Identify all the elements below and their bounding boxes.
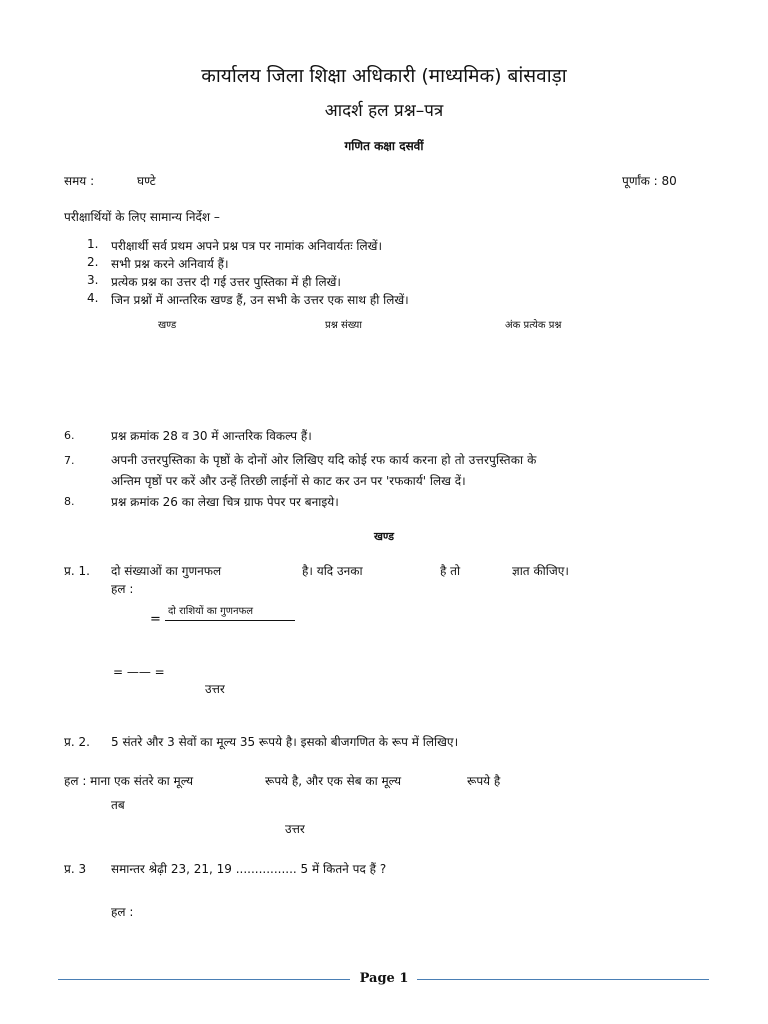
answer-label: उत्तर: [285, 822, 305, 836]
table-header-marks-each: अंक प्रत्येक प्रश्न: [505, 320, 562, 331]
instruction-text: प्रत्येक प्रश्न का उत्तर दी गई उत्तर पुस्तिका में ही लिखें।: [111, 275, 341, 289]
instruction-text: जिन प्रश्नों में आन्तरिक खण्ड हैं, उन सभी के उत्तर एक साथ ही लिखें।: [111, 293, 409, 307]
page-number: Page 1: [359, 971, 409, 986]
instruction-num: 8.: [64, 495, 75, 508]
paper-title: आदर्श हल प्रश्न–पत्र: [324, 101, 444, 121]
question-text: है तो: [440, 564, 461, 578]
solution-label: हल :: [111, 905, 134, 919]
time-label: समय :: [64, 174, 95, 188]
office-title: कार्यालय जिला शिक्षा अधिकारी (माध्यमिक) बांसवाड़ा: [201, 65, 567, 87]
solution-text: हल : माना एक संतरे का मूल्य: [64, 774, 194, 788]
question-number: प्र. 2.: [64, 735, 90, 749]
max-marks: पूर्णांक : 80: [622, 174, 677, 188]
instruction-num: 4.: [87, 291, 99, 305]
instruction-num: 3.: [87, 273, 99, 287]
table-header-section: खण्ड: [158, 320, 177, 331]
question-text: ज्ञात कीजिए।: [512, 564, 569, 578]
fraction-bar: [165, 620, 295, 621]
answer-label: उत्तर: [205, 682, 225, 696]
instruction-num: 6.: [64, 429, 75, 442]
table-header-question-count: प्रश्न संख्या: [325, 320, 362, 331]
section-heading: खण्ड: [373, 530, 395, 543]
question-text: 5 संतरे और 3 सेवों का मूल्य 35 रूपये है। इसको बीजगणित के रूप में लिखिए।: [111, 735, 459, 749]
instruction-text-line2: अन्तिम पृष्ठों पर करें और उन्हें तिरछी लाईनों से काट कर उन पर 'रफकार्य' लिख दें।: [111, 474, 466, 488]
instruction-text: प्रश्न क्रमांक 28 व 30 में आन्तरिक विकल्प हैं।: [111, 429, 312, 443]
instruction-num: 2.: [87, 255, 99, 269]
fraction-numerator: दो राशियों का गुणनफल: [168, 606, 254, 617]
instruction-text: प्रश्न क्रमांक 26 का लेखा चित्र ग्राफ पेपर पर बनाइये।: [111, 495, 339, 509]
solution-text: रूपये है, और एक सेब का मूल्य: [265, 774, 402, 788]
question-text: दो संख्याओं का गुणनफल: [111, 564, 222, 578]
equals-sign: =: [150, 612, 161, 627]
instruction-num: 7.: [64, 454, 75, 467]
question-number: प्र. 1.: [64, 564, 90, 578]
instructions-heading: परीक्षार्थियों के लिए सामान्य निर्देश –: [64, 210, 220, 224]
instruction-text: परीक्षार्थी सर्व प्रथम अपने प्रश्न पत्र पर नामांक अनिवार्यतः लिखें।: [111, 239, 383, 253]
equals-dash: = —— =: [113, 665, 165, 679]
then-label: तब: [111, 798, 125, 812]
solution-text: रूपये है: [467, 774, 501, 788]
time-unit: घण्टे: [137, 174, 156, 188]
instruction-num: 1.: [87, 237, 99, 251]
instruction-text-line1: अपनी उत्तरपुस्तिका के पृष्ठों के दोनों ओर लिखिए यदि कोई रफ कार्य करना हो तो उत्तरपुस्तिका के: [111, 453, 537, 467]
question-text: है। यदि उनका: [302, 564, 363, 578]
question-text: समान्तर श्रेढ़ी 23, 21, 19 ................ 5 में कितने पद हैं ?: [111, 862, 387, 876]
question-number: प्र. 3: [64, 862, 87, 876]
solution-label: हल :: [111, 582, 134, 596]
subject-class: गणित कक्षा दसवीं: [344, 139, 424, 153]
instruction-text: सभी प्रश्न करने अनिवार्य हैं।: [111, 257, 229, 271]
